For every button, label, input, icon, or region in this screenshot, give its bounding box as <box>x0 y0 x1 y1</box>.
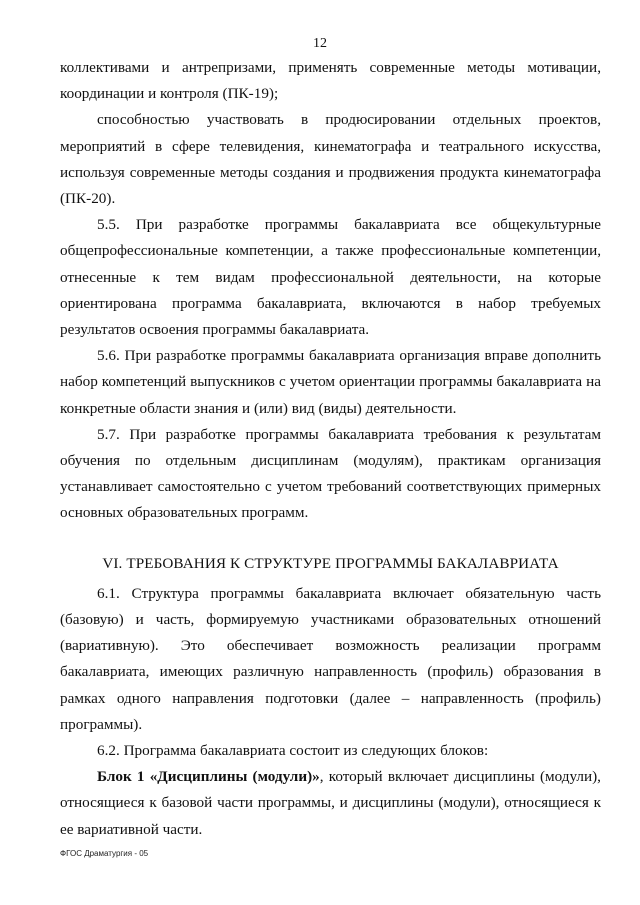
paragraph-6-2: 6.2. Программа бакалавриата состоит из следующих блоков: <box>97 742 489 760</box>
footer-document-code: ФГОС Драматургия - 05 <box>60 849 149 858</box>
page-number: 12 <box>313 36 327 51</box>
paragraph-pk19-continuation: коллективами и антрепризами, применять современные методы мотивации, координации и контроля (ПК-19); <box>60 59 601 103</box>
paragraph-block-1 <box>60 764 601 843</box>
paragraph-pk20: способностью участвовать в продюсировании отдельных проектов, мероприятий в сфере телевидения, кинематографа и театрального искусства, используя современные методы создания и продвижения продукта кинематографа (ПК-20). <box>60 111 601 208</box>
block-1-title: Блок 1 «Дисциплины (модули)» <box>97 768 320 786</box>
block-1-description: , который включает дисциплины (модули), относящиеся к базовой части программы, и дисциплины (модули), относящиеся к ее вариативной части. <box>60 768 601 838</box>
paragraph-5-5: 5.5. При разработке программы бакалавриата все общекультурные общепрофессиональные компетенции, а также профессиональные компетенции, отнесенные к тем видам профессиональной деятельности, на которые ориентирована программа бакалавриата, включаются в набор требуемых результатов освоения программы бакалавриата. <box>60 216 601 339</box>
paragraph-5-6: 5.6. При разработке программы бакалавриата организация вправе дополнить набор компетенций выпускников с учетом ориентации программы бакалавриата на конкретные области знания и (или) вид (виды) деятельности. <box>60 347 601 417</box>
paragraph-5-7: 5.7. При разработке программы бакалавриата требования к результатам обучения по отдельным дисциплинам (модулям), практикам организация устанавливает самостоятельно с учетом требований соответствующих примерных основных образовательных программ. <box>60 425 601 522</box>
paragraph-6-1: 6.1. Структура программы бакалавриата включает обязательную часть (базовую) и часть, формируемую участниками образовательных отношений (вариативную). Это обеспечивает возможность реализации программ бакалавриата, имеющих различную направленность (профиль) образования в рамках одного направления подготовки (далее – направленность (профиль) программы). <box>60 584 601 733</box>
section-heading-vi: VI. ТРЕБОВАНИЯ К СТРУКТУРЕ ПРОГРАММЫ БАКАЛАВРИАТА <box>102 554 559 572</box>
document-body <box>60 55 601 843</box>
